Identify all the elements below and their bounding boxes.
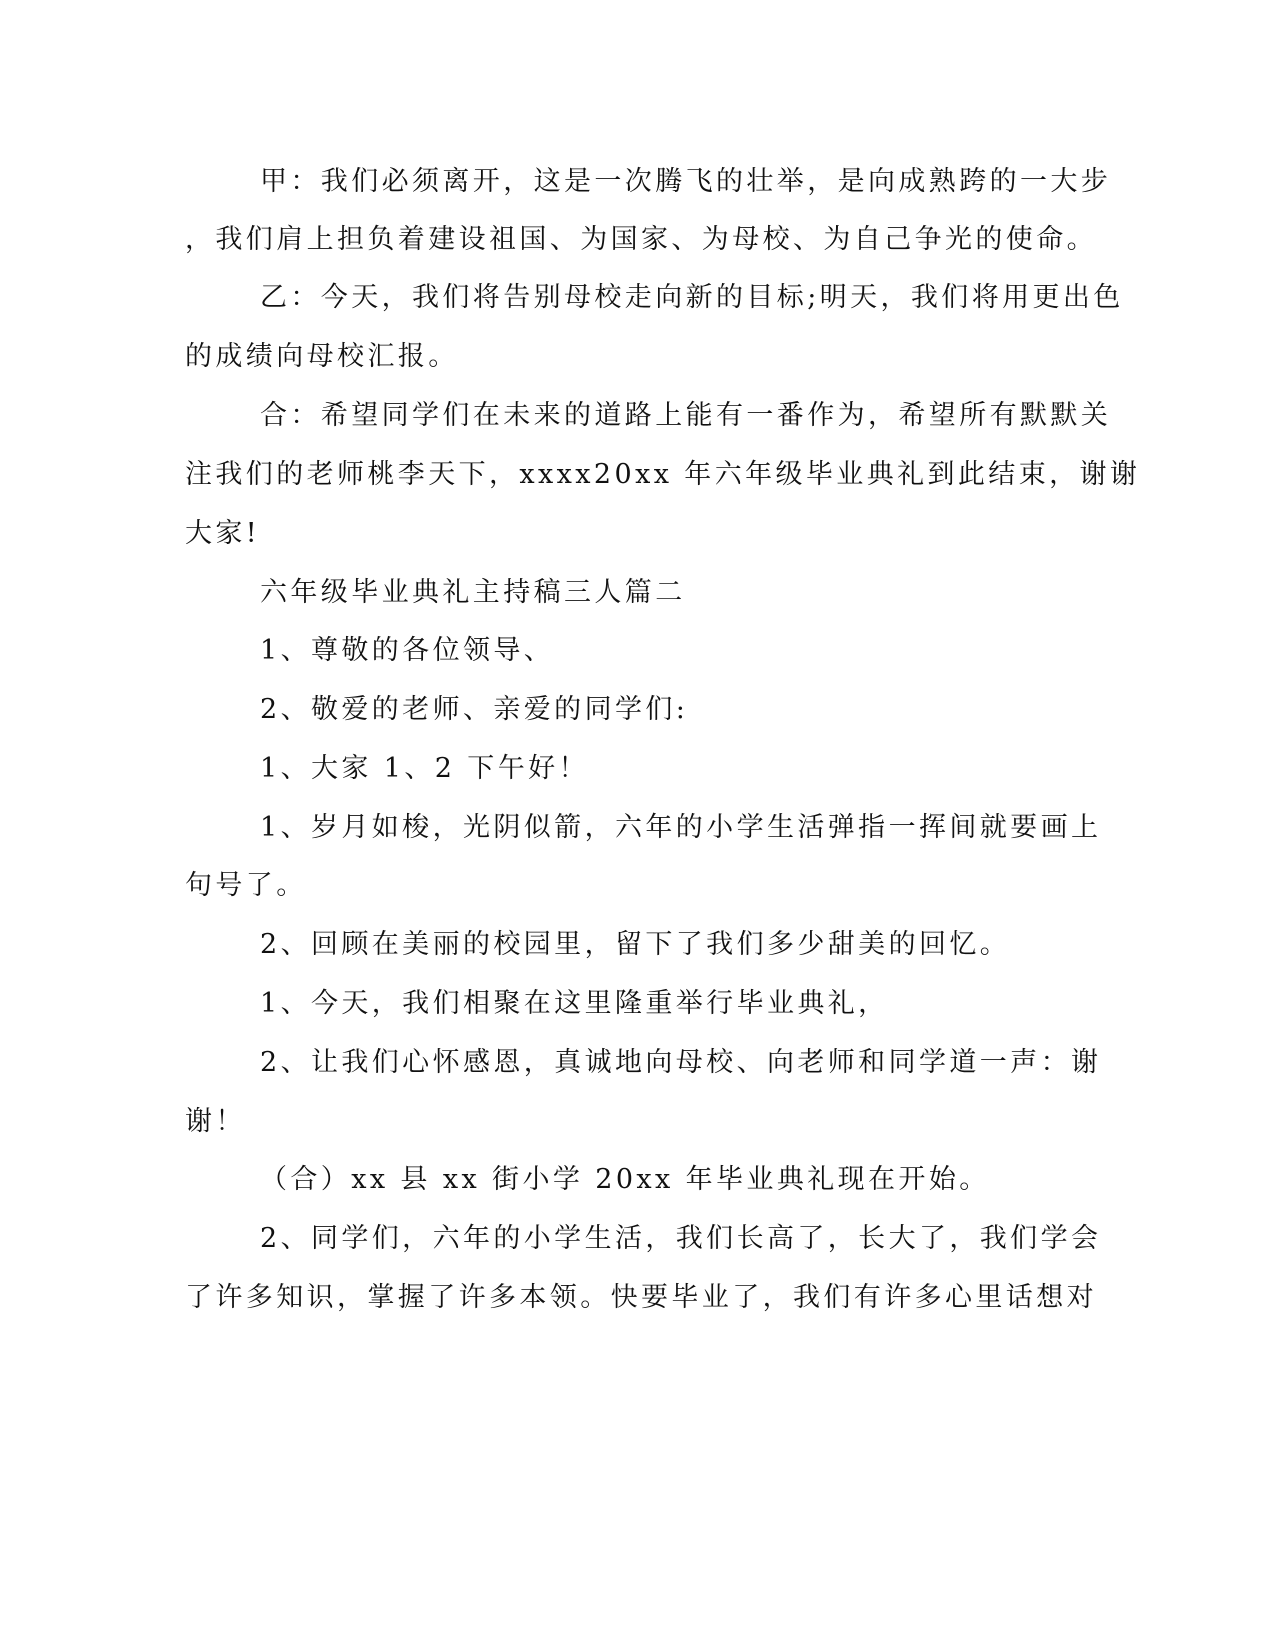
paragraph-line: 2、让我们心怀感恩，真诚地向母校、向老师和同学道一声：谢 bbox=[260, 1047, 1102, 1078]
paragraph-line: 2、敬爱的老师、亲爱的同学们: bbox=[260, 694, 689, 725]
paragraph-line: 1、大家 1、2 下午好！ bbox=[260, 753, 589, 784]
paragraph-line: 谢！ bbox=[185, 1106, 246, 1137]
paragraph-line: 甲：我们必须离开，这是一次腾飞的壮举，是向成熟跨的一大步 bbox=[260, 166, 1112, 197]
paragraph-line: （合）xx 县 xx 街小学 20xx 年毕业典礼现在开始。 bbox=[260, 1164, 990, 1195]
paragraph-line: ，我们肩上担负着建设祖国、为国家、为母校、为自己争光的使命。 bbox=[185, 224, 1097, 255]
paragraph-line: 乙：今天，我们将告别母校走向新的目标;明天，我们将用更出色 bbox=[260, 282, 1124, 313]
paragraph-line: 注我们的老师桃李天下，xxxx20xx 年六年级毕业典礼到此结束，谢谢 bbox=[185, 459, 1141, 490]
paragraph-line: 1、今天，我们相聚在这里隆重举行毕业典礼， bbox=[260, 988, 889, 1019]
paragraph-line: 2、同学们，六年的小学生活，我们长高了，长大了，我们学会 bbox=[260, 1223, 1102, 1254]
paragraph-line: 2、回顾在美丽的校园里，留下了我们多少甜美的回忆。 bbox=[260, 929, 1011, 960]
paragraph-line: 大家! bbox=[185, 518, 261, 549]
paragraph-line: 1、岁月如梭，光阴似箭，六年的小学生活弹指一挥间就要画上 bbox=[260, 812, 1102, 843]
section-heading: 六年级毕业典礼主持稿三人篇二 bbox=[260, 577, 686, 608]
paragraph-line: 句号了。 bbox=[185, 870, 307, 901]
paragraph-line: 的成绩向母校汇报。 bbox=[185, 341, 459, 372]
paragraph-line: 1、尊敬的各位领导、 bbox=[260, 635, 555, 666]
paragraph-line: 了许多知识，掌握了许多本领。快要毕业了，我们有许多心里话想对 bbox=[185, 1282, 1097, 1313]
paragraph-line: 合：希望同学们在未来的道路上能有一番作为，希望所有默默关 bbox=[260, 400, 1112, 431]
